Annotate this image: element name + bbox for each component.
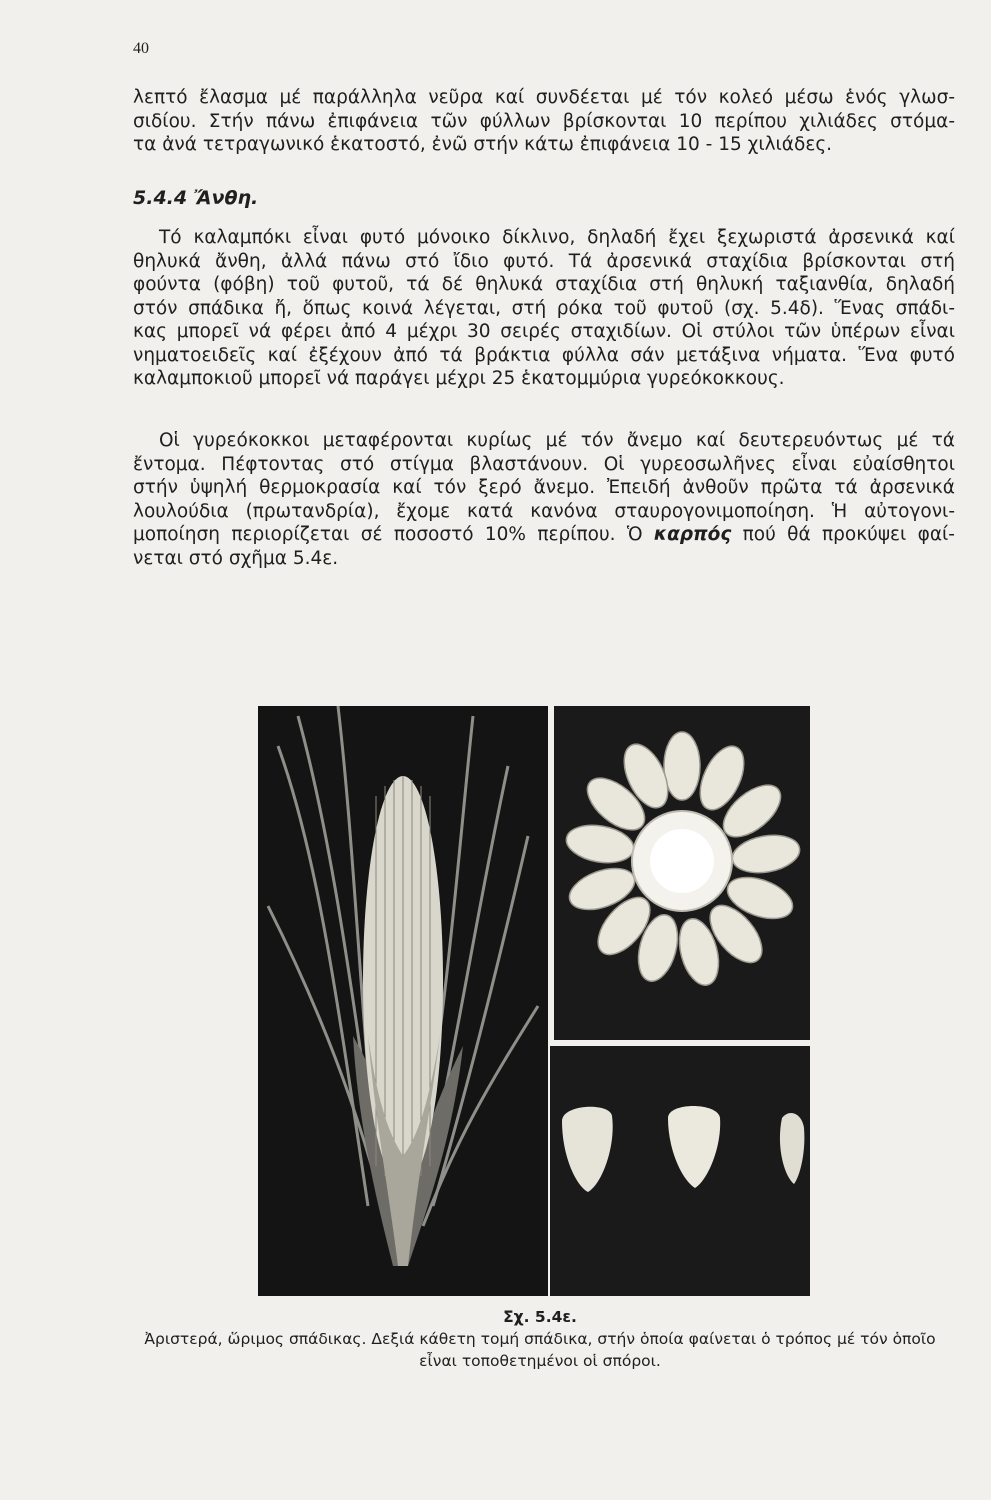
paragraph-line: λουλούδια (πρωτανδρία), ἔχομε κατά κανόνα σταυρογονιμοποίηση. Ἡ αὐτογονι- [133, 500, 955, 522]
intro-paragraph [133, 86, 955, 157]
intro-line: λεπτό ἔλασμα μέ παράλληλα νεῦρα καί συνδέεται μέ τόν κολεό μέσω ἑνός γλωσ- [133, 87, 955, 108]
seeds-illustration [550, 1046, 810, 1296]
text-fragment: μοποίηση περιορίζεται σέ ποσοστό 10% περίπου. Ὁ [133, 524, 654, 545]
intro-line: σιδίου. Στήν πάνω ἐπιφάνεια τῶν φύλλων βρίσκονται 10 περίπου χιλιάδες στόμα- [133, 110, 955, 132]
text-fragment: πού θά προκύψει φαί- [731, 524, 955, 545]
caption-line-1: Ἀριστερά, ὥριμος σπάδικας. Δεξιά κάθετη τομή σπάδικα, στήν ὁποία φαίνεται ὁ τρόπος μέ τόν ὁποῖο [144, 1330, 936, 1348]
paragraph-pollen [133, 429, 955, 570]
paragraph-line: στήν ὑψηλή θερμοκρασία καί τόν ξερό ἄνεμο. Ἐπειδή ἀνθοῦν πρῶτα τά ἀρσενικά [133, 477, 955, 498]
photo-mature-ear [258, 706, 548, 1296]
section-number: 5.4.4 [133, 187, 188, 209]
paragraph-line: στόν σπάδικα ἤ, ὅπως κοινά λέγεται, στή ρόκα τοῦ φυτοῦ (σχ. 5.4δ). Ἕνας σπάδι- [133, 297, 955, 319]
photo-seeds [550, 1046, 810, 1296]
figure-title: Σχ. 5.4ε. [503, 1308, 577, 1326]
figure-caption [120, 1306, 960, 1372]
photo-cross-section [554, 706, 810, 1040]
caption-line-2: εἶναι τοποθετημένοι οἱ σπόροι. [419, 1352, 661, 1370]
intro-line: τα ἀνά τετραγωνικό ἑκατοστό, ἐνῶ στήν κάτω ἐπιφάνεια 10 - 15 χιλιάδες. [133, 134, 833, 155]
paragraph-line: νηματοειδεῖς καί ἐξέχουν ἀπό τά βράκτια φύλλα σάν μετάξινα νήματα. Ἕνα φυτό [133, 344, 955, 366]
paragraph-line [133, 523, 955, 547]
page-number: 40 [133, 40, 149, 57]
paragraph-line: καλαμποκιοῦ μπορεῖ νά παράγει μέχρι 25 ἑκατομμύρια γυρεόκοκκους. [133, 368, 785, 389]
section-title: Ἄνθη. [193, 187, 259, 209]
paragraph-line: Τό καλαμπόκι εἶναι φυτό μόνοικο δίκλινο, δηλαδή ἔχει ξεχωριστά ἀρσενικά καί [159, 227, 955, 248]
paragraph-line: Οἱ γυρεόκοκκοι μεταφέρονται κυρίως μέ τόν ἄνεμο καί δευτερευόντως μέ τά [159, 430, 955, 451]
paragraph-line: θηλυκά ἄνθη, ἀλλά πάνω στό ἴδιο φυτό. Τά ἀρσενικά σταχίδια βρίσκονται στή [133, 250, 955, 272]
section-heading [133, 187, 258, 209]
emphasis-karpos: καρπός [653, 524, 732, 545]
paragraph-line: ἔντομα. Πέφτοντας στό στίγμα βλαστάνουν. Οἱ γυρεοσωλῆνες εἶναι εὐαίσθητοι [133, 453, 955, 475]
paragraph-line: νεται στό σχῆμα 5.4ε. [133, 547, 339, 569]
paragraph-line: φούντα (φόβη) τοῦ φυτοῦ, τά δέ θηλυκά σταχίδια στή θηλυκή ταξιανθία, δηλαδή [133, 274, 955, 295]
cross-section-illustration [554, 706, 810, 1040]
corn-ear-illustration [258, 706, 548, 1296]
paragraph-line: κας μπορεῖ νά φέρει ἀπό 4 μέχρι 30 σειρές σταχιδίων. Οἱ στύλοι τῶν ὑπέρων εἶναι [133, 321, 955, 342]
paragraph-flowers [133, 226, 955, 391]
